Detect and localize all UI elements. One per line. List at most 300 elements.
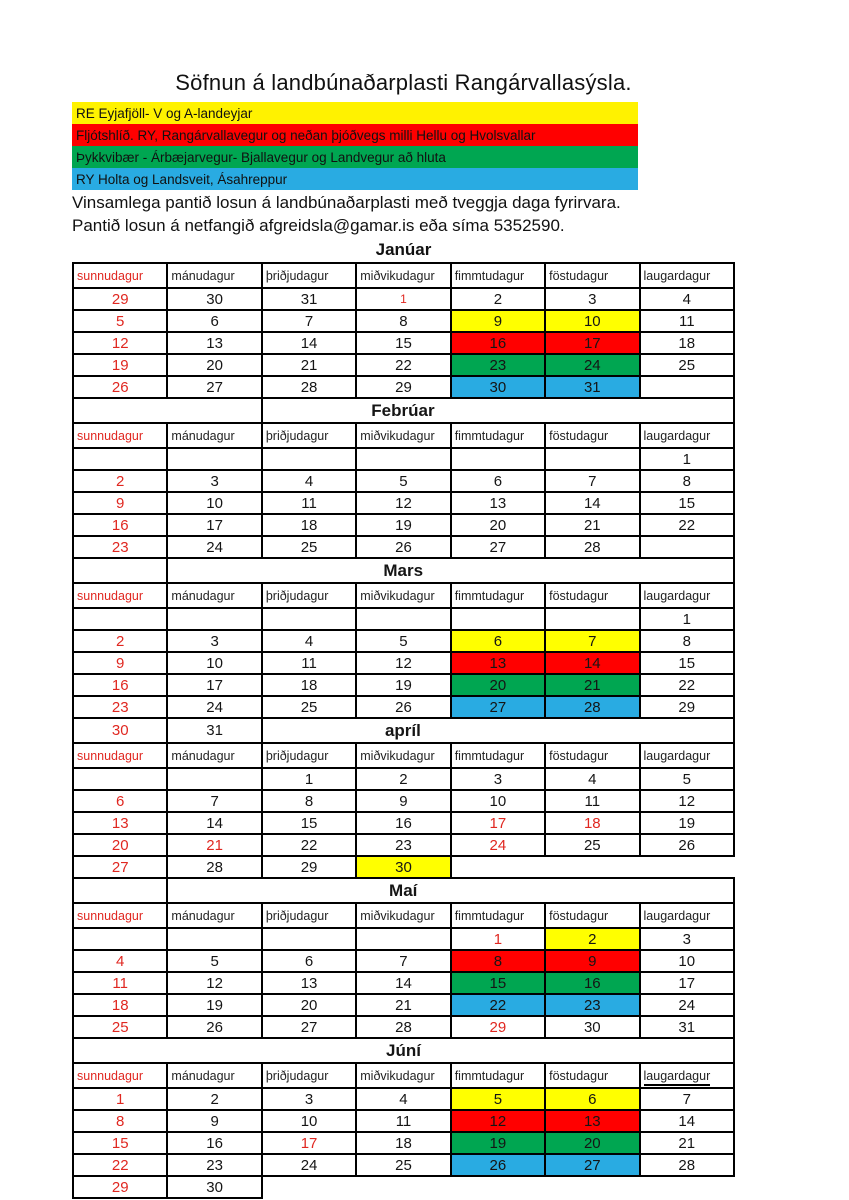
day-cell: 26 <box>451 1154 545 1176</box>
day-header-label: miðvikudagur <box>360 588 435 603</box>
week-row <box>73 376 734 398</box>
week-row <box>73 536 734 558</box>
day-cell: 1 <box>73 1088 167 1110</box>
day-cell: 14 <box>356 972 450 994</box>
day-cell: 20 <box>167 354 261 376</box>
day-header-label: föstudagur <box>549 588 609 603</box>
day-cell: 22 <box>73 1154 167 1176</box>
day-cell: 13 <box>451 652 545 674</box>
day-cell: 12 <box>73 332 167 354</box>
day-cell: 18 <box>356 1132 450 1154</box>
day-cell <box>545 608 639 630</box>
week-row <box>73 492 734 514</box>
day-cell: 27 <box>262 1016 356 1038</box>
day-cell: 12 <box>356 492 450 514</box>
day-cell: 30 <box>167 288 261 310</box>
day-cell: 24 <box>167 696 261 718</box>
day-cell <box>356 448 450 470</box>
day-cell: 22 <box>262 834 356 856</box>
day-header-row <box>73 423 734 448</box>
day-header-row <box>73 1063 734 1088</box>
day-cell: 11 <box>356 1110 450 1132</box>
week-row <box>73 1110 734 1132</box>
day-header-label: fimmtudagur <box>454 748 525 763</box>
day-cell: 8 <box>640 470 734 492</box>
day-cell: 12 <box>451 1110 545 1132</box>
day-cell: 16 <box>451 332 545 354</box>
day-header-1 <box>167 263 261 288</box>
day-cell: 9 <box>167 1110 261 1132</box>
day-header-label: sunnudagur <box>77 1068 144 1083</box>
day-cell: 23 <box>451 354 545 376</box>
page-title: Söfnun á landbúnaðarplasti Rangárvallasýsla. <box>175 70 632 95</box>
day-cell: 22 <box>640 514 734 536</box>
day-cell: 26 <box>73 376 167 398</box>
day-header-2 <box>262 903 356 928</box>
day-cell: 13 <box>167 332 261 354</box>
legend <box>72 102 638 190</box>
day-cell: 28 <box>262 376 356 398</box>
day-cell: 17 <box>451 812 545 834</box>
day-header-label: fimmtudagur <box>454 428 525 443</box>
blank-cell <box>73 878 167 903</box>
day-cell: 4 <box>73 950 167 972</box>
empty-area <box>545 856 639 878</box>
day-header-label: þriðjudagur <box>265 268 329 283</box>
day-header-4 <box>451 583 545 608</box>
day-cell: 28 <box>356 1016 450 1038</box>
day-cell: 19 <box>356 674 450 696</box>
day-cell: 15 <box>73 1132 167 1154</box>
day-cell: 26 <box>356 536 450 558</box>
day-header-2 <box>262 743 356 768</box>
week-row <box>73 470 734 492</box>
day-cell: 29 <box>262 856 356 878</box>
day-header-label: fimmtudagur <box>454 268 525 283</box>
day-header-1 <box>167 903 261 928</box>
day-cell: 2 <box>73 630 167 652</box>
day-cell: 3 <box>545 288 639 310</box>
day-cell: 18 <box>73 994 167 1016</box>
day-header-label: þriðjudagur <box>265 1068 329 1083</box>
day-cell: 23 <box>545 994 639 1016</box>
day-cell <box>356 928 450 950</box>
day-cell: 22 <box>451 994 545 1016</box>
day-cell: 9 <box>73 652 167 674</box>
day-cell: 7 <box>356 950 450 972</box>
empty-area <box>640 1176 734 1198</box>
day-header-2 <box>262 423 356 448</box>
calendar-table-body <box>73 263 734 1198</box>
day-header-4 <box>451 743 545 768</box>
day-header-label: föstudagur <box>549 1068 609 1083</box>
day-cell: 21 <box>545 674 639 696</box>
day-cell: 10 <box>451 790 545 812</box>
day-cell: 1 <box>640 448 734 470</box>
day-header-sunday <box>73 743 167 768</box>
day-cell: 3 <box>167 470 261 492</box>
day-cell: 21 <box>545 514 639 536</box>
day-header-6 <box>640 743 734 768</box>
day-header-label: mánudagur <box>171 588 235 603</box>
day-cell: 14 <box>545 652 639 674</box>
day-cell: 11 <box>262 652 356 674</box>
legend-item-label: Fljótshlíð. RY, Rangárvallavegur og neðan þjóðvegs milli Hellu og Hvolsvallar <box>76 127 536 143</box>
day-cell: 30 <box>73 718 167 743</box>
day-header-label: sunnudagur <box>77 588 144 603</box>
day-cell: 20 <box>451 674 545 696</box>
day-cell <box>262 608 356 630</box>
day-cell: 23 <box>356 834 450 856</box>
day-header-label: mánudagur <box>171 908 235 923</box>
day-cell: 4 <box>356 1088 450 1110</box>
week-row <box>73 696 734 718</box>
day-cell <box>73 608 167 630</box>
day-cell: 8 <box>356 310 450 332</box>
day-cell: 1 <box>262 768 356 790</box>
day-header-5 <box>545 743 639 768</box>
day-header-5 <box>545 903 639 928</box>
day-cell: 17 <box>167 514 261 536</box>
day-cell: 31 <box>262 288 356 310</box>
day-cell <box>356 608 450 630</box>
day-cell: 29 <box>640 696 734 718</box>
day-header-label: miðvikudagur <box>360 268 435 283</box>
day-cell: 19 <box>167 994 261 1016</box>
month-title: Febrúar <box>262 398 734 423</box>
legend-item-label: Þykkvibær - Árbæjarvegur- Bjallavegur og Landvegur að hluta <box>76 149 446 165</box>
empty-area <box>640 856 734 878</box>
day-cell: 6 <box>262 950 356 972</box>
day-cell: 24 <box>167 536 261 558</box>
week-row <box>73 950 734 972</box>
day-cell: 15 <box>640 492 734 514</box>
day-header-5 <box>545 423 639 448</box>
day-cell: 25 <box>262 536 356 558</box>
day-header-5 <box>545 1063 639 1088</box>
day-cell: 8 <box>73 1110 167 1132</box>
day-header-label: mánudagur <box>171 428 235 443</box>
day-header-1 <box>167 583 261 608</box>
day-cell: 23 <box>167 1154 261 1176</box>
day-cell: 2 <box>451 288 545 310</box>
day-cell: 2 <box>167 1088 261 1110</box>
day-header-3 <box>356 903 450 928</box>
day-cell <box>73 768 167 790</box>
legend-item-yellow <box>72 102 638 124</box>
day-cell: 16 <box>356 812 450 834</box>
day-cell: 24 <box>262 1154 356 1176</box>
week-row <box>73 812 734 834</box>
week-row <box>73 790 734 812</box>
day-cell: 27 <box>167 376 261 398</box>
day-cell: 7 <box>167 790 261 812</box>
month-title-row <box>73 398 734 423</box>
day-cell: 9 <box>356 790 450 812</box>
day-cell: 22 <box>356 354 450 376</box>
day-cell: 21 <box>640 1132 734 1154</box>
day-header-label: föstudagur <box>549 268 609 283</box>
day-cell: 17 <box>262 1132 356 1154</box>
week-row <box>73 972 734 994</box>
day-header-1 <box>167 1063 261 1088</box>
calendar <box>72 262 849 1199</box>
week-row <box>73 514 734 536</box>
day-header-label: miðvikudagur <box>360 908 435 923</box>
month-title: Maí <box>167 878 734 903</box>
day-cell: 5 <box>73 310 167 332</box>
day-cell: 19 <box>73 354 167 376</box>
blank-cell <box>73 398 262 423</box>
day-cell: 31 <box>167 718 261 743</box>
day-header-label: þriðjudagur <box>265 588 329 603</box>
day-header-6 <box>640 263 734 288</box>
day-header-row <box>73 743 734 768</box>
month-title-january: Janúar <box>375 240 432 259</box>
day-cell: 14 <box>640 1110 734 1132</box>
day-cell: 25 <box>640 354 734 376</box>
day-cell: 5 <box>167 950 261 972</box>
day-header-label: sunnudagur <box>77 428 144 443</box>
day-header-sunday <box>73 903 167 928</box>
day-header-sunday <box>73 263 167 288</box>
day-header-6 <box>640 583 734 608</box>
day-cell <box>451 448 545 470</box>
day-header-label: miðvikudagur <box>360 748 435 763</box>
day-cell: 4 <box>545 768 639 790</box>
legend-item-label: RY Holta og Landsveit, Ásahreppur <box>76 171 288 187</box>
day-cell: 21 <box>167 834 261 856</box>
legend-item-label: RE Eyjafjöll- V og A-landeyjar <box>76 105 253 121</box>
day-cell: 7 <box>640 1088 734 1110</box>
day-cell: 25 <box>262 696 356 718</box>
empty-area <box>545 1176 639 1198</box>
day-header-label: föstudagur <box>549 748 609 763</box>
day-cell: 5 <box>640 768 734 790</box>
day-header-label: laugardagur <box>643 428 711 443</box>
day-cell: 31 <box>640 1016 734 1038</box>
day-cell: 24 <box>451 834 545 856</box>
day-cell: 15 <box>640 652 734 674</box>
legend-item-green <box>72 146 638 168</box>
day-cell: 23 <box>73 536 167 558</box>
day-header-label: fimmtudagur <box>454 1068 525 1083</box>
day-header-row <box>73 903 734 928</box>
day-cell: 13 <box>262 972 356 994</box>
day-cell: 9 <box>545 950 639 972</box>
empty-area <box>262 1176 356 1198</box>
day-cell: 14 <box>262 332 356 354</box>
day-cell: 8 <box>640 630 734 652</box>
day-cell: 3 <box>640 928 734 950</box>
day-header-3 <box>356 1063 450 1088</box>
day-cell: 11 <box>640 310 734 332</box>
day-header-3 <box>356 263 450 288</box>
calendar-table <box>72 262 735 1199</box>
day-cell: 28 <box>640 1154 734 1176</box>
day-cell: 23 <box>73 696 167 718</box>
day-cell: 16 <box>73 674 167 696</box>
day-cell: 1 <box>451 928 545 950</box>
day-cell <box>545 448 639 470</box>
day-header-6 <box>640 423 734 448</box>
day-header-label: sunnudagur <box>77 268 144 283</box>
day-cell: 25 <box>545 834 639 856</box>
day-cell: 3 <box>451 768 545 790</box>
day-header-3 <box>356 423 450 448</box>
day-cell: 28 <box>545 536 639 558</box>
day-cell: 9 <box>451 310 545 332</box>
day-header-label: laugardagur <box>643 908 711 923</box>
week-row <box>73 928 734 950</box>
day-cell: 5 <box>356 470 450 492</box>
day-cell: 9 <box>73 492 167 514</box>
day-cell: 14 <box>545 492 639 514</box>
day-header-label: laugardagur <box>643 588 711 603</box>
day-header-label: þriðjudagur <box>265 428 329 443</box>
day-cell: 26 <box>640 834 734 856</box>
day-cell: 8 <box>451 950 545 972</box>
blank-cell <box>73 558 167 583</box>
day-header-label: miðvikudagur <box>360 428 435 443</box>
empty-area <box>451 1176 545 1198</box>
week-row <box>73 288 734 310</box>
month-title: Júní <box>73 1038 734 1063</box>
day-cell: 1 <box>356 288 450 310</box>
day-cell <box>73 928 167 950</box>
week-row <box>73 1154 734 1176</box>
day-cell: 6 <box>451 630 545 652</box>
day-cell: 29 <box>73 1176 167 1198</box>
day-cell: 4 <box>262 470 356 492</box>
day-cell: 19 <box>451 1132 545 1154</box>
day-header-label: þriðjudagur <box>265 908 329 923</box>
day-header-label: laugardagur <box>644 1069 711 1086</box>
day-cell <box>451 608 545 630</box>
day-cell: 27 <box>73 856 167 878</box>
day-header-label: fimmtudagur <box>454 588 525 603</box>
day-cell: 10 <box>167 652 261 674</box>
day-cell <box>167 928 261 950</box>
week-row <box>73 354 734 376</box>
day-cell: 5 <box>451 1088 545 1110</box>
week-row <box>73 994 734 1016</box>
day-cell: 16 <box>545 972 639 994</box>
day-cell: 10 <box>262 1110 356 1132</box>
day-cell: 12 <box>356 652 450 674</box>
day-cell: 4 <box>262 630 356 652</box>
day-cell: 3 <box>262 1088 356 1110</box>
day-header-4 <box>451 263 545 288</box>
day-cell: 14 <box>167 812 261 834</box>
day-header-label: mánudagur <box>171 268 235 283</box>
day-cell: 17 <box>640 972 734 994</box>
day-header-2 <box>262 1063 356 1088</box>
day-cell: 2 <box>356 768 450 790</box>
day-header-row <box>73 263 734 288</box>
day-header-label: mánudagur <box>171 748 235 763</box>
day-cell <box>167 448 261 470</box>
day-cell <box>262 928 356 950</box>
day-cell: 15 <box>356 332 450 354</box>
day-header-1 <box>167 743 261 768</box>
day-cell: 7 <box>545 630 639 652</box>
day-header-label: laugardagur <box>643 748 711 763</box>
day-cell: 22 <box>640 674 734 696</box>
day-cell: 19 <box>356 514 450 536</box>
day-cell: 27 <box>451 696 545 718</box>
day-cell: 6 <box>545 1088 639 1110</box>
day-cell <box>640 536 734 558</box>
day-header-6 <box>640 1063 734 1088</box>
day-cell: 4 <box>640 288 734 310</box>
day-cell: 7 <box>262 310 356 332</box>
day-cell: 30 <box>545 1016 639 1038</box>
week-row <box>73 1176 734 1198</box>
day-cell <box>167 608 261 630</box>
day-cell: 19 <box>640 812 734 834</box>
note-contact-info: Pantið losun á netfangið afgreidsla@gamar.is eða síma 5352590. <box>72 216 565 235</box>
day-cell: 28 <box>167 856 261 878</box>
week-row <box>73 856 734 878</box>
month-title-row <box>73 718 734 743</box>
day-cell: 1 <box>640 608 734 630</box>
week-row <box>73 630 734 652</box>
day-header-4 <box>451 903 545 928</box>
day-cell: 3 <box>167 630 261 652</box>
day-header-5 <box>545 583 639 608</box>
day-cell: 27 <box>545 1154 639 1176</box>
day-cell: 25 <box>356 1154 450 1176</box>
day-cell: 31 <box>545 376 639 398</box>
week-row <box>73 768 734 790</box>
week-row <box>73 1088 734 1110</box>
day-cell: 21 <box>356 994 450 1016</box>
day-header-4 <box>451 423 545 448</box>
legend-item-red <box>72 124 638 146</box>
day-cell: 17 <box>545 332 639 354</box>
week-row <box>73 1132 734 1154</box>
day-header-2 <box>262 583 356 608</box>
day-header-5 <box>545 263 639 288</box>
day-cell: 10 <box>640 950 734 972</box>
day-cell: 15 <box>262 812 356 834</box>
week-row <box>73 652 734 674</box>
day-cell: 13 <box>545 1110 639 1132</box>
day-header-3 <box>356 583 450 608</box>
day-header-label: miðvikudagur <box>360 1068 435 1083</box>
day-cell: 28 <box>545 696 639 718</box>
day-cell: 24 <box>545 354 639 376</box>
day-cell: 30 <box>167 1176 261 1198</box>
day-cell: 11 <box>73 972 167 994</box>
day-cell: 18 <box>262 674 356 696</box>
day-cell: 11 <box>545 790 639 812</box>
day-header-label: sunnudagur <box>77 748 144 763</box>
day-cell: 16 <box>73 514 167 536</box>
day-cell: 17 <box>167 674 261 696</box>
day-cell: 27 <box>451 536 545 558</box>
day-cell: 11 <box>262 492 356 514</box>
day-cell: 26 <box>356 696 450 718</box>
day-cell: 29 <box>73 288 167 310</box>
day-header-label: föstudagur <box>549 908 609 923</box>
day-cell: 15 <box>451 972 545 994</box>
month-title-row <box>73 1038 734 1063</box>
day-cell: 12 <box>167 972 261 994</box>
day-cell: 2 <box>545 928 639 950</box>
day-header-row <box>73 583 734 608</box>
